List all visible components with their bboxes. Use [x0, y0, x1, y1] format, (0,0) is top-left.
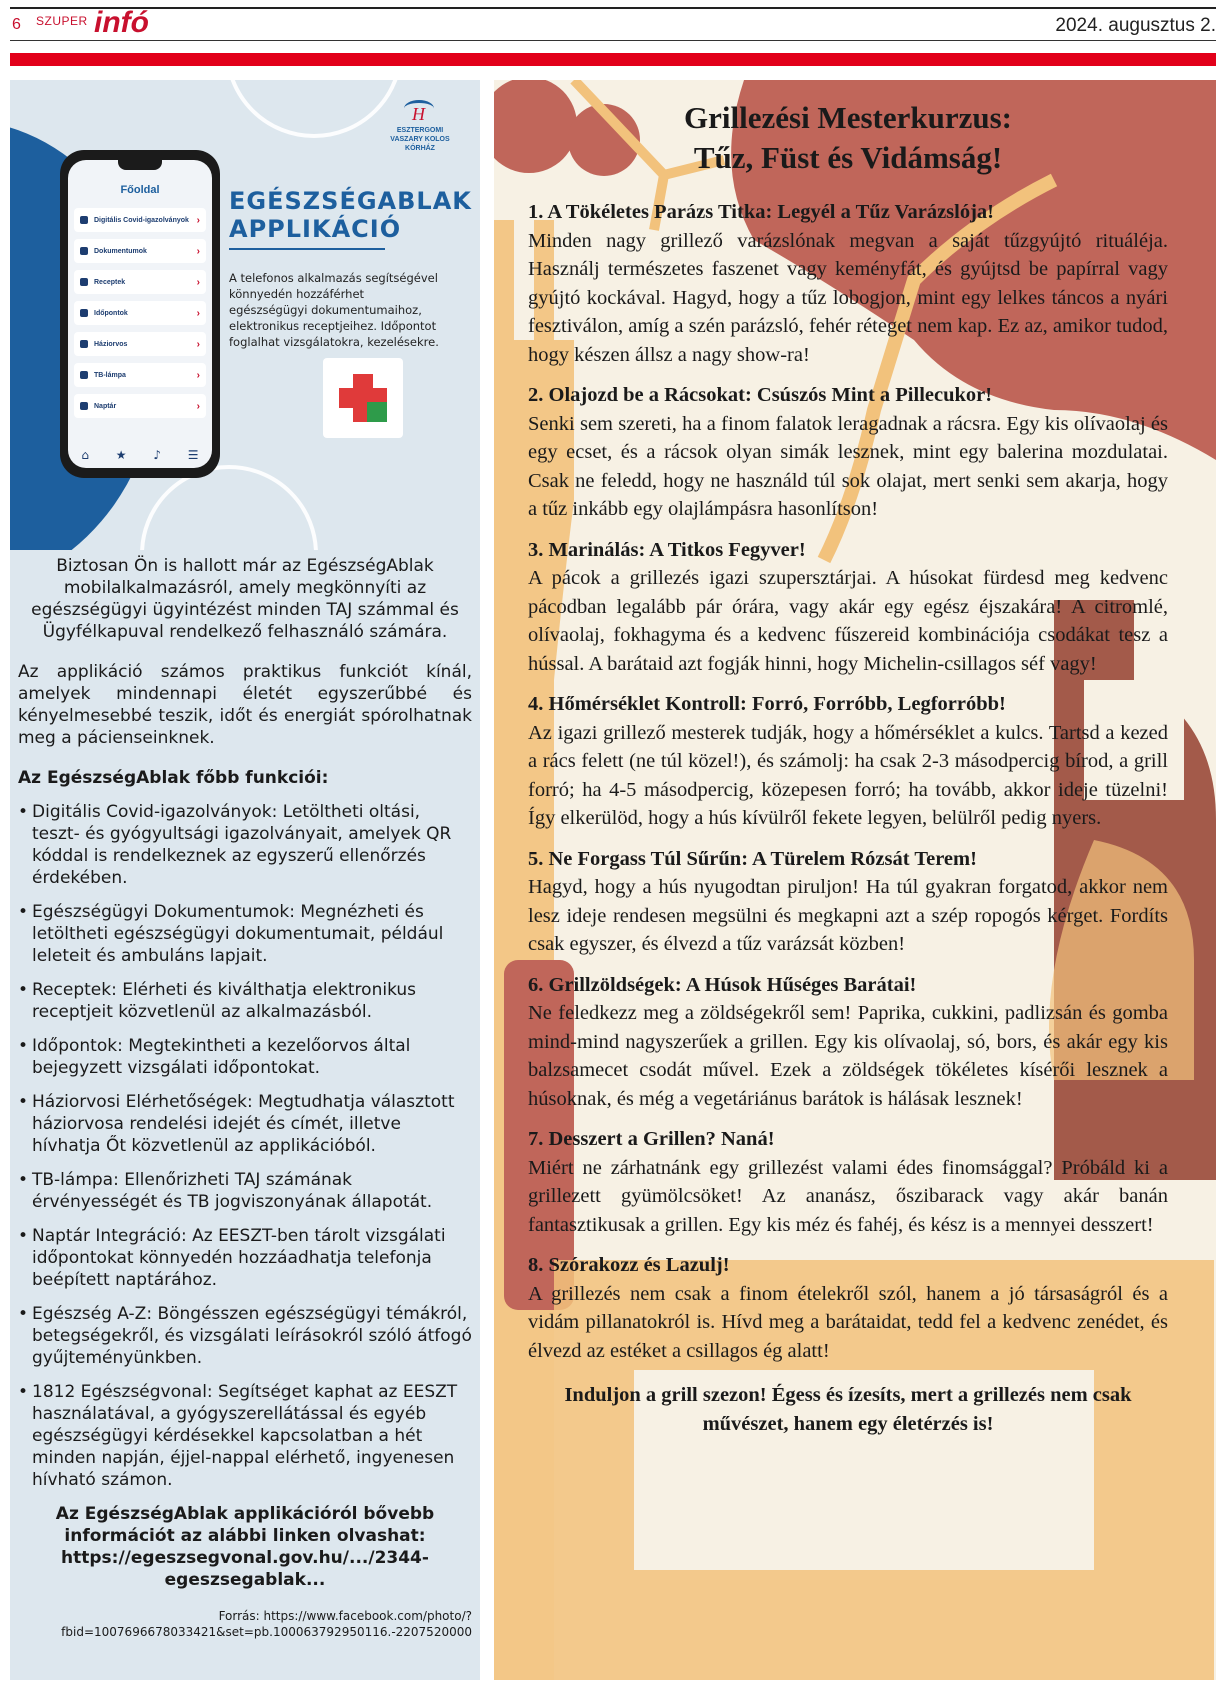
phone-menu-item [74, 363, 206, 387]
calendar-icon [80, 309, 88, 317]
header-rule [10, 40, 1216, 41]
section-body: Ne feledkezz meg a zöldségekről sem! Paprika, cukkini, padlizsán és gomba mind-mind nagyszerűek a grillen. Egy kis olívaolaj, só, bors, és akár egy kis balzsamecet csodát művel. Ezek a zöldségek tökéletes kísérői lesznek a húsoknak, és még a vegetáriánus barátok is hálásak lesznek! [528, 1002, 1168, 1110]
feature-item: • Időpontok: Megtekintheti a kezelőorvos által bejegyzett vizsgálati időpontokat. [18, 1035, 472, 1079]
chevron-right-icon: › [196, 400, 200, 412]
phone-menu-item [74, 208, 206, 232]
phone-menu-label: Receptek [94, 278, 126, 286]
section-heading: 5. Ne Forgass Túl Sűrűn: A Türelem Rózsát Terem! [528, 847, 977, 870]
section-heading: 4. Hőmérséklet Kontroll: Forró, Forróbb, Legforróbb! [528, 693, 1006, 715]
article-section [528, 971, 1168, 1114]
article-section [528, 690, 1168, 833]
article-section [528, 536, 1168, 679]
feature-item: • Receptek: Elérheti és kiválthatja elektronikus receptjeit közvetlenül az alkalmazásból. [18, 979, 472, 1023]
section-heading: 7. Desszert a Grillen? Naná! [528, 1128, 775, 1150]
feature-item: • Egészség A-Z: Böngésszen egészségügyi témákról, betegségekről, és vizsgálati leírásokról szóló átfogó gyűjteményünkben. [18, 1303, 472, 1369]
article-title [528, 98, 1168, 178]
hospital-mark-icon: H [404, 100, 436, 126]
phone-bottom-nav [68, 448, 212, 462]
top-rule [10, 7, 1216, 9]
phone-menu [74, 208, 206, 425]
feature-item: • TB-lámpa: Ellenőrizheti TAJ számának érvényességét és TB jogviszonyának állapotát. [18, 1169, 472, 1213]
feature-item: • 1812 Egészségvonal: Segítséget kaphat az EESZT használatával, a gyógyszerellátással és egyéb egészségügyi kérdésekkel kapcsolatban a hét minden napján, éjjel-nappal elérhető, ingyenesen hívható számon. [18, 1381, 472, 1491]
intro-paragraph: Biztosan Ön is hallott már az EgészségAblak mobilalkalmazásról, amely megkönnyíti az egészségügyi ügyintézést minden TAJ számmal és Ügyfélkapuval rendelkező felhasználó számára. [31, 556, 459, 642]
app-description: A telefonos alkalmazás segítségével könnyedén hozzáférhet egészségügyi dokumentumaihoz, elektronikus receptjeihez. Időpontot foglalhat vizsgálatokra, kezelésekre. [229, 271, 439, 349]
document-icon [80, 247, 88, 255]
home-icon: ⌂ [81, 448, 90, 462]
right-column [494, 80, 1216, 1680]
phone-menu-item [74, 239, 206, 263]
menu-icon: ☰ [187, 448, 199, 462]
chevron-right-icon: › [196, 214, 200, 226]
article-section [528, 198, 1168, 369]
article-section [528, 1251, 1168, 1365]
phone-menu-label: Naptár [94, 402, 117, 410]
brand-logo-part2: infó [94, 6, 149, 39]
left-column [10, 80, 480, 1680]
phone-screen [68, 160, 212, 468]
bell-icon: ♪ [153, 448, 162, 462]
red-accent-bar [10, 53, 1216, 66]
section-heading: 2. Olajozd be a Rácsokat: Csúszós Mint a Pillecukor! [528, 384, 993, 406]
chevron-right-icon: › [196, 276, 200, 288]
article-title-line2: Tűz, Füst és Vidámság! [693, 140, 1003, 175]
chevron-right-icon: › [196, 307, 200, 319]
section-body: Senki sem szereti, ha a finom falatok leragadnak a rácsra. Egy kis olívaolaj és egy ecset, és a rácsok olyan simák lesznek, mint egy balerina mozdulatai. Csak ne feledd, hogy ne használd túl sok olajat, mert senki sem akarja, hogy a tűz inkább egy olajlámpásra hasonlítson! [528, 412, 1168, 520]
feature-item: • Digitális Covid-igazolványok: Letöltheti oltási, teszt- és gyógyultsági igazolványait, amelyek QR kóddal is rendelkeznek az egyszerű ellenőrzés érdekében. [18, 801, 472, 889]
chevron-right-icon: › [196, 245, 200, 257]
article-title-line1: Grillezési Mesterkurzus: [684, 100, 1012, 135]
app-title-line1: EGÉSZSÉGABLAK [229, 187, 472, 215]
card-icon [80, 371, 88, 379]
section-heading: 6. Grillzöldségek: A Húsok Hűséges Barátai! [528, 973, 917, 996]
more-info-link[interactable]: Az EgészségAblak applikációról bővebb információt az alábbi linken olvashat: https://egeszsegvonal.gov.hu/.../2344-egeszsegablak... [55, 1504, 435, 1590]
grill-article [528, 98, 1168, 1438]
section-heading: 8. Szórakozz és Lazulj! [528, 1254, 730, 1276]
section-body: Minden nagy grillező varázslónak megvan a saját tűzgyújtó rituáléja. Használj természetes faszenet vagy keményfát, és gyújtsd be papírral vagy gyújtó kockával. Hagyd, hogy a tűz lobogjon, mint egy lelkes táncos a nyári fesztiválon, amíg a szén parázsló, fehér réteget nem kap. Ez az, amikor tudod, hogy készen állsz a nagy show-ra! [528, 229, 1168, 366]
page-number: 6 [12, 16, 21, 33]
phone-screen-title: Főoldal [120, 184, 160, 196]
phone-menu-label: Dokumentumok [94, 247, 147, 255]
feature-item: • Naptár Integráció: Az EESZT-ben tárolt vizsgálati időpontokat könnyedén hozzáadhatja telefonja beépített naptárához. [18, 1225, 472, 1291]
phone-mockup [60, 150, 220, 478]
hospital-name-line: KÓRHÁZ [405, 145, 435, 152]
benefits-paragraph: Az applikáció számos praktikus funkciót kínál, amelyek mindennapi életét egyszerűbbé és kényelmesebbé teszik, időt és energiát spórolhatnak meg a pácienseinknek. [18, 662, 472, 748]
calendar-icon [80, 402, 88, 410]
left-article [10, 555, 480, 1640]
app-banner [10, 80, 480, 550]
hospital-name-line: VASZARY KOLOS [390, 136, 450, 143]
section-body: Az igazi grillező mesterek tudják, hogy a hőmérséklet a kulcs. Tartsd a kezed a rács felett (ne túl közel!), és számolj: ha csak 2-3 másodpercig bírod, a grill forró; ha 4-5 másodpercig, közepesen forró; ha tovább, akkor ideje tüzelni! Így elkerülöd, hogy a hús kívülről fekete legyen, belülről pedig nyers. [528, 721, 1168, 829]
phone-menu-label: Digitális Covid-igazolványok [94, 216, 189, 224]
phone-menu-item [74, 394, 206, 418]
article-section [528, 845, 1168, 959]
app-title [229, 187, 472, 243]
features-list [18, 801, 472, 1491]
decor-ring [225, 80, 403, 138]
article-outro: Induljon a grill szezon! Égess és ízesíts, mert a grillezés nem csak művészet, hanem egy életérzés is! [564, 1384, 1132, 1435]
source-credit: Forrás: https://www.facebook.com/photo/?fbid=1007696678033421&set=pb.100063792950116.-2207520000 [61, 1609, 472, 1639]
star-icon: ★ [115, 448, 127, 462]
app-title-line2: APPLIKÁCIÓ [229, 215, 402, 243]
section-heading: 1. A Tökéletes Parázs Titka: Legyél a Tűz Varázslója! [528, 201, 994, 223]
phone-menu-label: Időpontok [94, 309, 128, 317]
hospital-name-line: ESZTERGOMI [396, 127, 444, 134]
phone-menu-label: Háziorvos [94, 340, 128, 348]
section-body: Hagyd, hogy a hús nyugodtan piruljon! Ha túl gyakran forgatod, akkor nem lesz ideje rendesen megsülni és megkapni azt a szép ropogós kérget. Fordíts csak egyszer, és élvezd a tűz varázsát közben! [528, 876, 1168, 955]
issue-date: 2024. augusztus 2. [1055, 15, 1216, 36]
health-cross-icon [323, 358, 403, 438]
phone-menu-item [74, 301, 206, 325]
chevron-right-icon: › [196, 369, 200, 381]
section-body: A pácok a grillezés igazi szupersztárjai. A húsokat fürdesd meg kedvenc pácodban legalább pár órára, vagy akár egy egész éjszakára! A citromlé, olívaolaj, fokhagyma és a kedvenc fűszereid kombinációja csodákat tesz a hússal. A barátaid azt fogják hinni, hogy Michelin-csillagos séf vagy! [528, 567, 1168, 675]
features-title: Az EgészségAblak főbb funkciói: [18, 768, 329, 788]
hospital-logo [380, 100, 460, 153]
home-icon [80, 340, 88, 348]
phone-menu-label: TB-lámpa [94, 371, 126, 379]
chevron-right-icon: › [196, 338, 200, 350]
feature-item: • Háziorvosi Elérhetőségek: Megtudhatja választott háziorvosa rendelési idejét és címét, illetve hívhatja Őt közvetlenül az applikációból. [18, 1091, 472, 1157]
gear-icon [80, 216, 88, 224]
phone-menu-item [74, 332, 206, 356]
phone-menu-item [74, 270, 206, 294]
section-heading: 3. Marinálás: A Titkos Fegyver! [528, 538, 806, 561]
page-header [10, 6, 1216, 39]
feature-item: • Egészségügyi Dokumentumok: Megnézheti és letöltheti egészségügyi dokumentumait, például leleteit és ambuláns lapjait. [18, 901, 472, 967]
phone-notch [118, 160, 162, 170]
article-section [528, 1125, 1168, 1239]
section-body: A grillezés nem csak a finom ételekről szól, hanem a jó társaságról és a vidám pillanatokról is. Hívd meg a barátaidat, tedd fel a kedvenc zenédet, és élvezd az estéket a csillagos ég alatt! [528, 1282, 1168, 1362]
app-title-rule [229, 248, 385, 250]
brand-logo-part1: SZUPER [36, 14, 88, 28]
prescription-icon [80, 278, 88, 286]
section-body: Miért ne zárhatnánk egy grillezést valami édes finomsággal? Próbáld ki a grillezett gyümölcsöket! Az ananász, őszibarack vagy akár banán fantasztikusak a grillen. Egy kis méz és fahéj, és kész is a mennyei desszert! [528, 1156, 1168, 1236]
article-section [528, 381, 1168, 524]
